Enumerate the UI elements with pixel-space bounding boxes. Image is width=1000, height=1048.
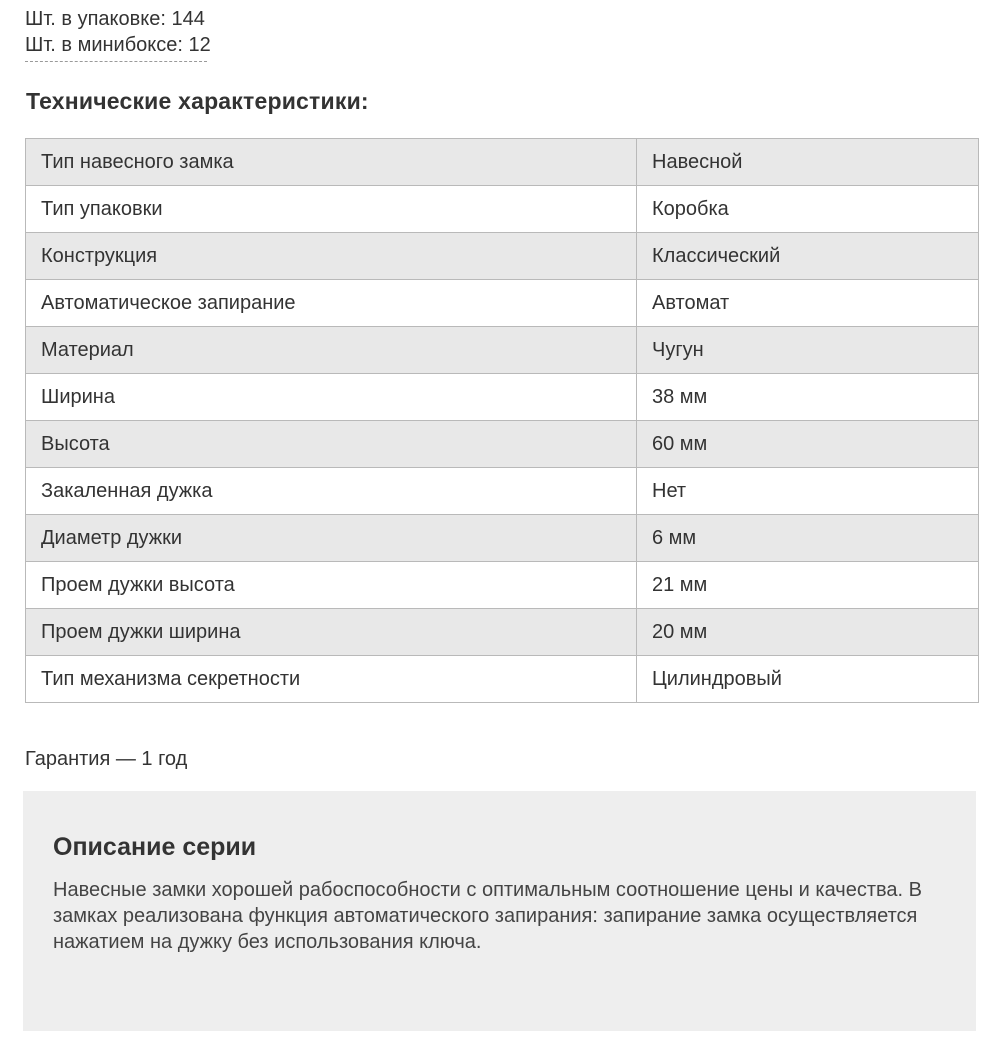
spec-value: Цилиндровый [637,656,979,703]
specs-title: Технические характеристики: [26,88,369,114]
spec-value: Навесной [637,139,979,186]
spec-name: Высота [26,421,637,468]
spec-row [26,327,979,374]
spec-value: Чугун [637,327,979,374]
spec-name: Проем дужки ширина [26,609,637,656]
spec-row [26,515,979,562]
spec-row [26,139,979,186]
spec-row [26,186,979,233]
pieces-per-minibox: Шт. в минибоксе: 12 [25,34,211,56]
spec-value: 6 мм [637,515,979,562]
series-title: Описание серии [53,833,257,861]
spec-name: Проем дужки высота [26,562,637,609]
spec-value: Коробка [637,186,979,233]
spec-value: Нет [637,468,979,515]
dashed-divider [25,61,207,62]
spec-row [26,421,979,468]
spec-value: 20 мм [637,609,979,656]
spec-value: Классический [637,233,979,280]
spec-row [26,233,979,280]
spec-value: 60 мм [637,421,979,468]
series-description-box [23,791,976,1031]
spec-name: Закаленная дужка [26,468,637,515]
series-description: Навесные замки хорошей рабоспособности с оптимальным соотношение цены и качества. В замках реализована функция автоматического запирания: запирание замка осуществляется нажатием на дужку без использования ключа. [53,879,922,953]
spec-name: Диаметр дужки [26,515,637,562]
spec-name: Тип навесного замка [26,139,637,186]
spec-row [26,562,979,609]
spec-row [26,609,979,656]
spec-value: 38 мм [637,374,979,421]
spec-name: Конструкция [26,233,637,280]
packaging-info [25,6,211,58]
spec-value: Автомат [637,280,979,327]
spec-name: Тип механизма секретности [26,656,637,703]
spec-name: Материал [26,327,637,374]
spec-row [26,280,979,327]
spec-name: Ширина [26,374,637,421]
pieces-per-package: Шт. в упаковке: 144 [25,8,205,30]
warranty-text: Гарантия — 1 год [25,748,188,770]
spec-value: 21 мм [637,562,979,609]
spec-row [26,374,979,421]
spec-row [26,656,979,703]
spec-name: Автоматическое запирание [26,280,637,327]
spec-row [26,468,979,515]
spec-name: Тип упаковки [26,186,637,233]
specs-table [25,138,979,703]
